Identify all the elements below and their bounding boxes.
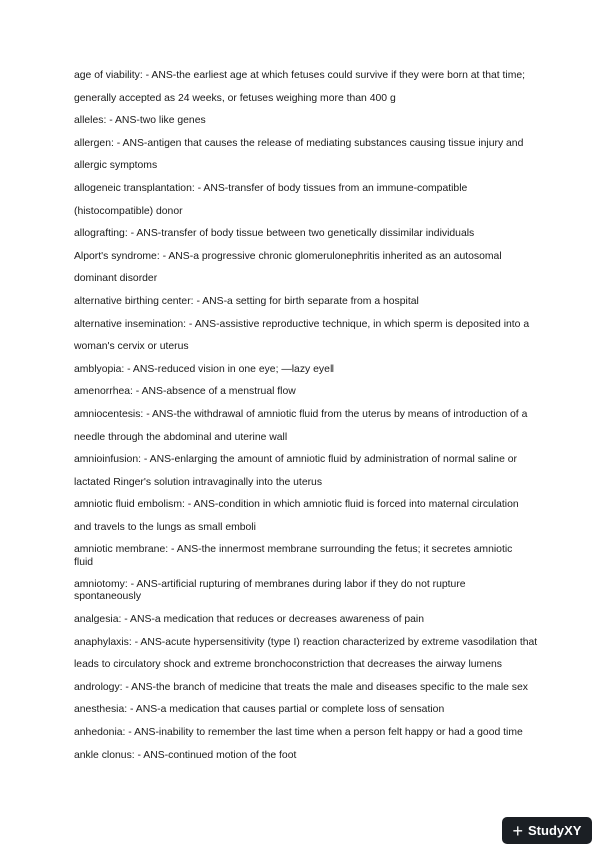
glossary-entry <box>74 70 544 115</box>
entry-line: ankle clonus: - ANS-continued motion of the foot <box>74 749 297 761</box>
entry-line: allergic symptoms <box>74 160 158 172</box>
glossary-entry <box>74 727 544 750</box>
entry-line: age of viability: - ANS-the earliest age at which fetuses could survive if they were born at that time; <box>74 70 526 81</box>
glossary-entry <box>74 409 544 454</box>
glossary-entry <box>74 251 544 296</box>
entry-line: amblyopia: - ANS-reduced vision in one eye; —lazy eye‖ <box>74 363 335 375</box>
glossary-entry <box>74 750 544 773</box>
entry-line: woman's cervix or uterus <box>74 341 189 353</box>
entry-line: amenorrhea: - ANS-absence of a menstrual flow <box>74 386 296 398</box>
glossary-entry <box>74 228 544 251</box>
glossary-entry <box>74 319 544 364</box>
glossary-entry <box>74 579 544 614</box>
glossary-entry <box>74 682 544 705</box>
glossary-entry <box>74 454 544 499</box>
glossary-entry <box>74 138 544 183</box>
entry-line: lactated Ringer's solution intravaginally into the uterus <box>74 476 323 488</box>
plus-icon: + <box>512 820 524 841</box>
entry-line: alternative birthing center: - ANS-a setting for birth separate from a hospital <box>74 295 419 307</box>
entry-line: spontaneously <box>74 591 142 603</box>
entry-line: allergen: - ANS-antigen that causes the release of mediating substances causing tissue injury and <box>74 137 524 149</box>
glossary-entry <box>74 386 544 409</box>
entry-line: Alport's syndrome: - ANS-a progressive chronic glomerulonephritis inherited as an autosomal <box>74 250 502 262</box>
entry-line: needle through the abdominal and uterine wall <box>74 431 288 443</box>
glossary-entry <box>74 115 544 138</box>
glossary-entry <box>74 637 544 682</box>
entry-line: allografting: - ANS-transfer of body tissue between two genetically dissimilar individuals <box>74 228 475 240</box>
entry-line: generally accepted as 24 weeks, or fetuses weighing more than 400 g <box>74 92 396 104</box>
glossary-entry <box>74 296 544 319</box>
entry-line: alleles: - ANS-two like genes <box>74 115 206 127</box>
glossary-entry <box>74 364 544 387</box>
glossary-entry <box>74 499 544 544</box>
entry-line: amnioinfusion: - ANS-enlarging the amount of amniotic fluid by administration of normal saline or <box>74 454 517 466</box>
entry-line: analgesia: - ANS-a medication that reduces or decreases awareness of pain <box>74 614 425 626</box>
entry-line: amniotic membrane: - ANS-the innermost membrane surrounding the fetus; it secretes amniotic <box>74 544 513 556</box>
entry-line: amniotic fluid embolism: - ANS-condition in which amniotic fluid is forced into maternal circulation <box>74 499 519 511</box>
entry-line: alternative insemination: - ANS-assistive reproductive technique, in which sperm is deposited into a <box>74 318 530 330</box>
glossary-entry <box>74 183 544 228</box>
entry-line: anaphylaxis: - ANS-acute hypersensitivity (type I) reaction characterized by extreme vasodilation that <box>74 636 538 648</box>
entry-line: leads to circulatory shock and extreme bronchoconstriction that decreases the airway lumens <box>74 659 502 671</box>
entry-line: anhedonia: - ANS-inability to remember the last time when a person felt happy or had a good time <box>74 727 523 738</box>
entry-line: (histocompatible) donor <box>74 205 183 217</box>
entry-line: andrology: - ANS-the branch of medicine that treats the male and diseases specific to the male sex <box>74 681 528 693</box>
entry-line: dominant disorder <box>74 273 158 285</box>
entry-line: amniotomy: - ANS-artificial rupturing of membranes during labor if they do not rupture <box>74 579 466 591</box>
glossary-entry <box>74 544 544 579</box>
entry-line: allogeneic transplantation: - ANS-transfer of body tissues from an immune-compatible <box>74 182 468 194</box>
studyxy-logo[interactable] <box>502 817 592 844</box>
logo-text: StudyXY <box>528 823 582 838</box>
glossary-entry <box>74 704 544 727</box>
entry-line: and travels to the lungs as small emboli <box>74 521 256 533</box>
entry-line: fluid <box>74 556 94 568</box>
entry-line: anesthesia: - ANS-a medication that causes partial or complete loss of sensation <box>74 704 445 716</box>
entry-line: amniocentesis: - ANS-the withdrawal of amniotic fluid from the uterus by means of introduction of a <box>74 408 528 420</box>
glossary-entry <box>74 614 544 637</box>
glossary-entries <box>74 70 544 772</box>
